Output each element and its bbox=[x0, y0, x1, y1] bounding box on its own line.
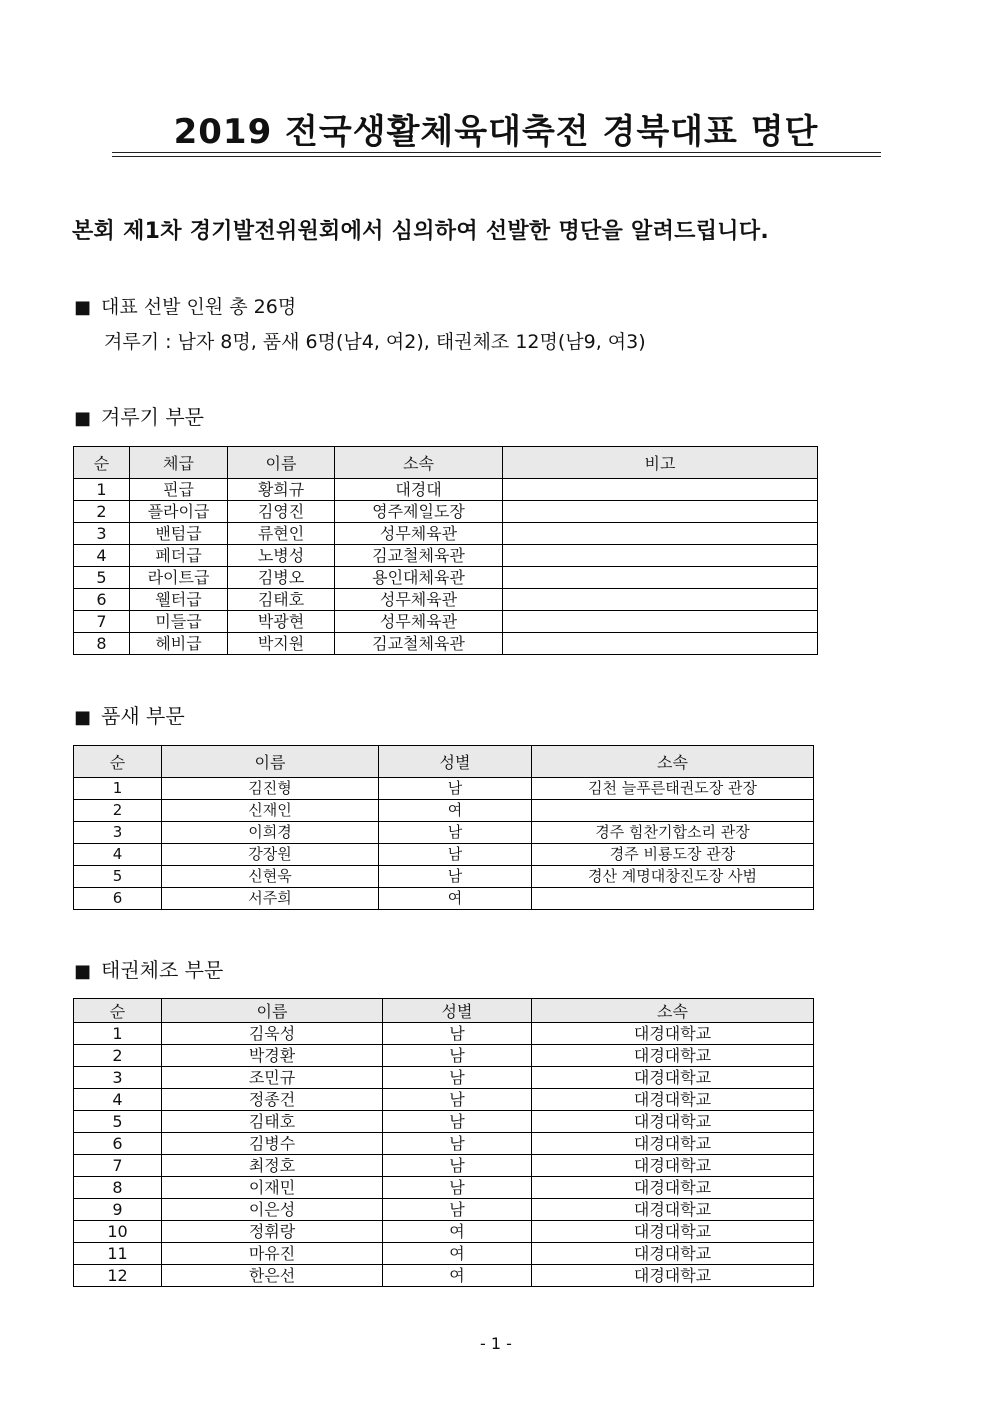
section-heading-poomsae bbox=[74, 700, 185, 729]
table-row bbox=[74, 1177, 814, 1199]
page-title: 2019 전국생활체육대축전 경북대표 명단 bbox=[173, 112, 819, 152]
table-row bbox=[74, 800, 814, 822]
table-cell bbox=[503, 633, 818, 655]
table-cell: 남 bbox=[379, 822, 532, 844]
table-cell: 대경대학교 bbox=[532, 1265, 814, 1287]
table-cell: 정휘랑 bbox=[162, 1221, 383, 1243]
square-bullet-icon: ■ bbox=[74, 707, 92, 728]
table-cell bbox=[503, 567, 818, 589]
table-cell: 성무체육관 bbox=[335, 523, 503, 545]
table-cell: 4 bbox=[74, 1089, 162, 1111]
table-cell: 조민규 bbox=[162, 1067, 383, 1089]
table-cell: 5 bbox=[74, 567, 130, 589]
table-cell: 박광현 bbox=[228, 611, 335, 633]
table-cell: 경주 힘찬기합소리 관장 bbox=[532, 822, 814, 844]
table-cell: 7 bbox=[74, 611, 130, 633]
table-cell: 남 bbox=[383, 1133, 532, 1155]
table-cell: 남 bbox=[383, 1067, 532, 1089]
table-row bbox=[74, 1221, 814, 1243]
table-cell: 2 bbox=[74, 501, 130, 523]
table-cell: 1 bbox=[74, 479, 130, 501]
summary-block bbox=[74, 290, 646, 359]
table-cell: 대경대학교 bbox=[532, 1133, 814, 1155]
table-cell: 김천 늘푸른태권도장 관장 bbox=[532, 778, 814, 800]
table-cell: 라이트급 bbox=[130, 567, 228, 589]
table-row bbox=[74, 844, 814, 866]
column-header: 성별 bbox=[383, 999, 532, 1023]
table-cell: 8 bbox=[74, 633, 130, 655]
square-bullet-icon: ■ bbox=[74, 961, 92, 982]
table-cell bbox=[503, 545, 818, 567]
column-header: 소속 bbox=[532, 999, 814, 1023]
table-cell: 9 bbox=[74, 1199, 162, 1221]
table-row bbox=[74, 611, 818, 633]
table-cell bbox=[503, 523, 818, 545]
table-cell: 대경대학교 bbox=[532, 1221, 814, 1243]
table-cell: 남 bbox=[383, 1177, 532, 1199]
table-cell: 황희규 bbox=[228, 479, 335, 501]
section-heading-label: 태권체조 부문 bbox=[101, 958, 224, 982]
table-cell: 8 bbox=[74, 1177, 162, 1199]
table-cell: 성무체육관 bbox=[335, 611, 503, 633]
table-cell: 3 bbox=[74, 822, 162, 844]
table-cell: 여 bbox=[383, 1221, 532, 1243]
table-row bbox=[74, 501, 818, 523]
table-cell: 신현욱 bbox=[162, 866, 379, 888]
table-cell bbox=[503, 479, 818, 501]
table-cell: 김교철체육관 bbox=[335, 545, 503, 567]
summary-line-breakdown: 겨루기 : 남자 8명, 품새 6명(남4, 여2), 태권체조 12명(남9, 여3) bbox=[104, 331, 646, 353]
table-cell: 3 bbox=[74, 523, 130, 545]
table-cell: 여 bbox=[379, 800, 532, 822]
column-header: 소속 bbox=[335, 447, 503, 479]
table-cell: 대경대학교 bbox=[532, 1243, 814, 1265]
square-bullet-icon: ■ bbox=[74, 297, 92, 318]
table-cell: 한은선 bbox=[162, 1265, 383, 1287]
table-cell: 2 bbox=[74, 800, 162, 822]
table-cell: 김병수 bbox=[162, 1133, 383, 1155]
table-cell: 대경대학교 bbox=[532, 1199, 814, 1221]
table-row bbox=[74, 523, 818, 545]
column-header: 순 bbox=[74, 447, 130, 479]
table-row bbox=[74, 1067, 814, 1089]
table-cell: 김욱성 bbox=[162, 1023, 383, 1045]
table-cell: 남 bbox=[383, 1155, 532, 1177]
table-cell: 남 bbox=[383, 1089, 532, 1111]
table-cell: 3 bbox=[74, 1067, 162, 1089]
table-cell: 영주제일도장 bbox=[335, 501, 503, 523]
column-header: 순 bbox=[74, 746, 162, 778]
table-row bbox=[74, 1199, 814, 1221]
column-header: 순 bbox=[74, 999, 162, 1023]
table-cell bbox=[503, 501, 818, 523]
table-cell: 4 bbox=[74, 545, 130, 567]
table-cell bbox=[532, 888, 814, 910]
table-cell: 1 bbox=[74, 778, 162, 800]
table-cell: 성무체육관 bbox=[335, 589, 503, 611]
table-cell: 정종건 bbox=[162, 1089, 383, 1111]
table-cell: 이재민 bbox=[162, 1177, 383, 1199]
table-cell: 밴텀급 bbox=[130, 523, 228, 545]
table-row bbox=[74, 589, 818, 611]
table-header-row bbox=[74, 746, 814, 778]
table-cell: 이은성 bbox=[162, 1199, 383, 1221]
table-cell: 페더급 bbox=[130, 545, 228, 567]
table-cell: 여 bbox=[383, 1265, 532, 1287]
table-cell bbox=[532, 800, 814, 822]
table-cell: 경산 계명대창진도장 사범 bbox=[532, 866, 814, 888]
table-row bbox=[74, 567, 818, 589]
column-header: 이름 bbox=[162, 746, 379, 778]
column-header: 체급 bbox=[130, 447, 228, 479]
column-header: 비고 bbox=[503, 447, 818, 479]
table-cell: 대경대 bbox=[335, 479, 503, 501]
table-row bbox=[74, 1045, 814, 1067]
section-heading-kyorugi bbox=[74, 401, 204, 430]
table-row bbox=[74, 1243, 814, 1265]
table-cell: 서주희 bbox=[162, 888, 379, 910]
table-cell: 대경대학교 bbox=[532, 1177, 814, 1199]
table-cell: 1 bbox=[74, 1023, 162, 1045]
table-cell: 7 bbox=[74, 1155, 162, 1177]
column-header: 이름 bbox=[228, 447, 335, 479]
section-heading-label: 겨루기 부문 bbox=[101, 405, 204, 429]
table-cell: 남 bbox=[383, 1111, 532, 1133]
column-header: 성별 bbox=[379, 746, 532, 778]
table-cell: 김태호 bbox=[228, 589, 335, 611]
table-cell: 플라이급 bbox=[130, 501, 228, 523]
table-cell: 남 bbox=[379, 844, 532, 866]
column-header: 소속 bbox=[532, 746, 814, 778]
summary-line-total bbox=[74, 290, 646, 325]
square-bullet-icon: ■ bbox=[74, 408, 92, 429]
table-cell: 박지원 bbox=[228, 633, 335, 655]
taekwon-gymnastics-table bbox=[73, 998, 814, 1287]
table-cell: 신재인 bbox=[162, 800, 379, 822]
table-cell: 11 bbox=[74, 1243, 162, 1265]
poomsae-table bbox=[73, 745, 814, 910]
table-cell: 5 bbox=[74, 1111, 162, 1133]
column-header: 이름 bbox=[162, 999, 383, 1023]
table-cell: 5 bbox=[74, 866, 162, 888]
table-cell: 웰터급 bbox=[130, 589, 228, 611]
table-row bbox=[74, 479, 818, 501]
section-heading-taekwon-gymnastics bbox=[74, 954, 223, 983]
table-row bbox=[74, 545, 818, 567]
table-cell: 6 bbox=[74, 1133, 162, 1155]
table-cell: 헤비급 bbox=[130, 633, 228, 655]
table-cell: 용인대체육관 bbox=[335, 567, 503, 589]
table-cell: 경주 비룡도장 관장 bbox=[532, 844, 814, 866]
kyorugi-table bbox=[73, 446, 818, 655]
table-cell: 6 bbox=[74, 888, 162, 910]
table-cell: 마유진 bbox=[162, 1243, 383, 1265]
table-row bbox=[74, 633, 818, 655]
table-cell: 남 bbox=[379, 778, 532, 800]
table-row bbox=[74, 778, 814, 800]
table-cell bbox=[503, 611, 818, 633]
table-cell: 박경환 bbox=[162, 1045, 383, 1067]
table-cell: 김영진 bbox=[228, 501, 335, 523]
table-cell: 남 bbox=[383, 1023, 532, 1045]
table-row bbox=[74, 866, 814, 888]
table-cell: 핀급 bbox=[130, 479, 228, 501]
section-heading-label: 품새 부문 bbox=[101, 704, 185, 728]
table-cell: 대경대학교 bbox=[532, 1045, 814, 1067]
table-cell: 김태호 bbox=[162, 1111, 383, 1133]
table-row bbox=[74, 822, 814, 844]
table-cell: 김교철체육관 bbox=[335, 633, 503, 655]
table-cell: 강장원 bbox=[162, 844, 379, 866]
table-cell: 대경대학교 bbox=[532, 1155, 814, 1177]
table-header-row bbox=[74, 999, 814, 1023]
table-cell: 2 bbox=[74, 1045, 162, 1067]
table-cell: 남 bbox=[383, 1199, 532, 1221]
table-cell: 대경대학교 bbox=[532, 1023, 814, 1045]
table-cell bbox=[503, 589, 818, 611]
title-underline bbox=[112, 152, 881, 157]
summary-total-text: 대표 선발 인원 총 26명 bbox=[101, 296, 297, 318]
table-cell: 최정호 bbox=[162, 1155, 383, 1177]
table-row bbox=[74, 1111, 814, 1133]
table-cell: 남 bbox=[379, 866, 532, 888]
table-cell: 12 bbox=[74, 1265, 162, 1287]
table-row bbox=[74, 1265, 814, 1287]
table-cell: 남 bbox=[383, 1045, 532, 1067]
table-cell: 여 bbox=[383, 1243, 532, 1265]
table-row bbox=[74, 1133, 814, 1155]
table-cell: 6 bbox=[74, 589, 130, 611]
intro-text: 본회 제1차 경기발전위원회에서 심의하여 선발한 명단을 알려드립니다. bbox=[72, 219, 770, 244]
page-number: - 1 - bbox=[480, 1334, 512, 1353]
table-row bbox=[74, 1155, 814, 1177]
table-cell: 대경대학교 bbox=[532, 1067, 814, 1089]
table-cell: 김진형 bbox=[162, 778, 379, 800]
table-cell: 이희경 bbox=[162, 822, 379, 844]
table-header-row bbox=[74, 447, 818, 479]
table-cell: 미들급 bbox=[130, 611, 228, 633]
table-cell: 노병성 bbox=[228, 545, 335, 567]
table-cell: 4 bbox=[74, 844, 162, 866]
table-cell: 김병오 bbox=[228, 567, 335, 589]
table-row bbox=[74, 1023, 814, 1045]
table-cell: 대경대학교 bbox=[532, 1089, 814, 1111]
table-cell: 대경대학교 bbox=[532, 1111, 814, 1133]
table-row bbox=[74, 1089, 814, 1111]
table-cell: 여 bbox=[379, 888, 532, 910]
table-cell: 류현인 bbox=[228, 523, 335, 545]
table-cell: 10 bbox=[74, 1221, 162, 1243]
table-row bbox=[74, 888, 814, 910]
